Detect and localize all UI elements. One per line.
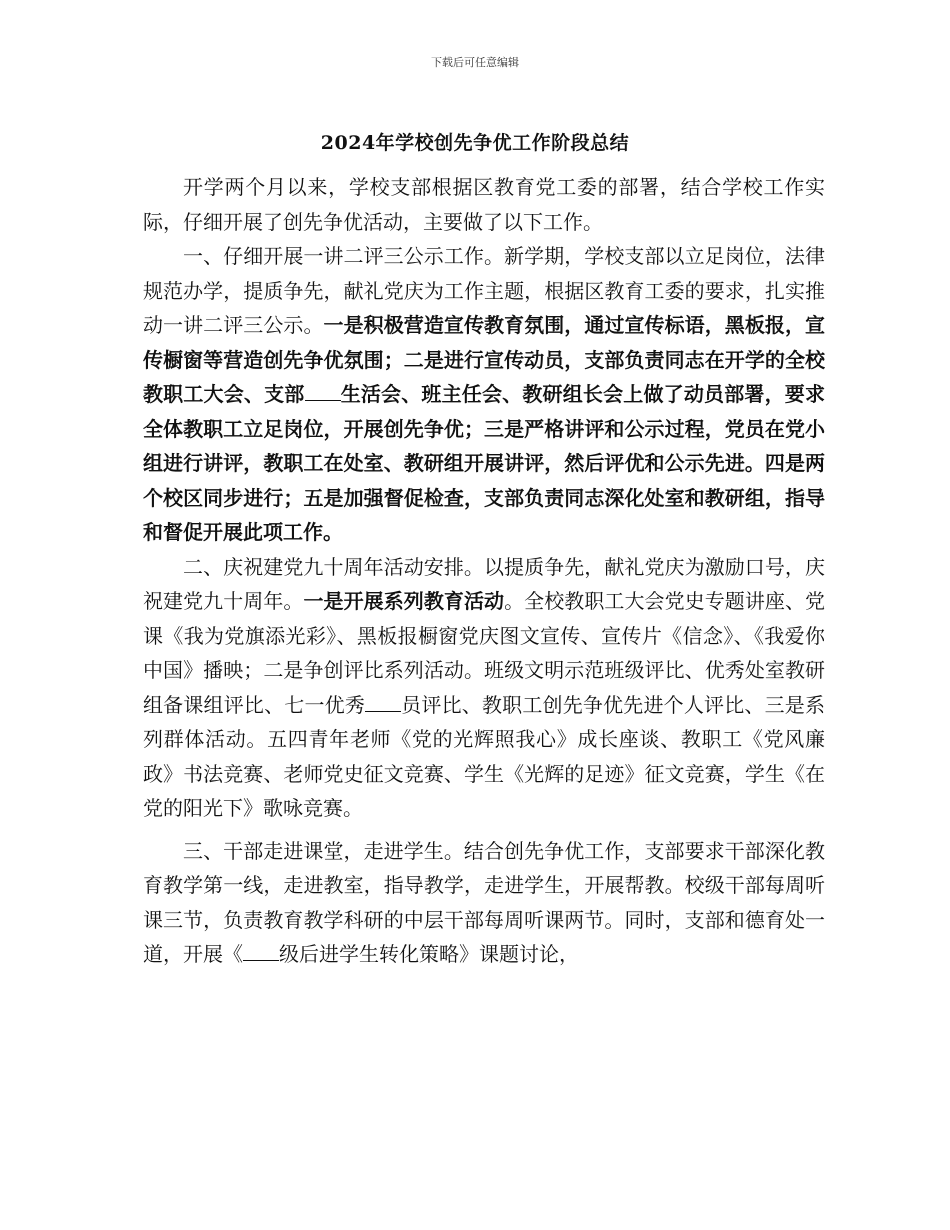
paragraph-text: 员评比、教职工创先争优先进个人评比、三是系列群体活动。五四青年老师《党的光辉照我心》成长座谈、教职工《党风廉政》书法竞赛、老师党史征文竞赛、学生《光辉的足迹》征文竞赛，学生《在党的阳光下》歌咏竞赛。	[143, 692, 825, 820]
fill-in-blank	[365, 693, 401, 712]
document-body	[143, 170, 825, 972]
document-title: 2024年学校创先争优工作阶段总结	[320, 132, 630, 154]
paragraph-text-bold: 一是积极营造宣传教育氛围，通过宣传标语，黑板报，宣传橱窗等营造创先争优氛围；二是进行宣传动员，支部负责同志在开学的全校教职工大会、支部	[143, 313, 826, 406]
paragraph-text-bold: 一是开展系列教育活动	[303, 589, 505, 613]
paragraph-text: 级后进学生转化策略》课题讨论，	[279, 942, 579, 966]
paragraph-text: 一、仔细开展一讲二评三公示工作。新学期，学校支部以立足岗位，法律规范办学，提质争先，献礼党庆为工作主题，根据区教育工委的要求，扎实推动一讲二评三公示。	[143, 244, 825, 337]
fill-in-blank	[305, 382, 341, 401]
fill-in-blank	[243, 942, 279, 961]
paragraph-text: 开学两个月以来，学校支部根据区教育党工委的部署，结合学校工作实际，仔细开展了创先争优活动，主要做了以下工作。	[143, 175, 825, 234]
paragraph-text: 三、干部走进课堂，走进学生。结合创先争优工作，支部要求干部深化教育教学第一线，走进教室，指导教学，走进学生，开展帮教。校级干部每周听课三节，负责教育教学科研的中层干部每周听课两节。同时，支部和德育处一道，开展《	[143, 838, 825, 966]
paragraph-section-1	[143, 239, 825, 550]
paragraph-intro	[143, 170, 825, 239]
paragraph-section-2	[143, 550, 825, 826]
paragraph-text-bold: 生活会、班主任会、教研组长会上做了动员部署，要求全体教职工立足岗位，开展创先争优；三是严格讲评和公示过程，党员在党小组进行讲评，教职工在处室、教研组开展讲评，然后评优和公示先进。四是两个校区同步进行；五是加强督促检查，支部负责同志深化处室和教研组，指导和督促开展此项工作。	[143, 382, 825, 544]
paragraph-text: 。全校教职工大会党史专题讲座、党课《我为党旗添光彩》、黑板报橱窗党庆图文宣传、宣传片《信念》、《我爱你中国》播映；二是争创评比系列活动。班级文明示范班级评比、优秀处室教研组备课组评比、七一优秀	[143, 589, 826, 717]
paragraph-section-3	[143, 834, 825, 972]
paragraph-text: 二、庆祝建党九十周年活动安排。以提质争先，献礼党庆为激励口号，庆祝建党九十周年。	[143, 554, 825, 613]
page-header: 下载后可任意编辑	[431, 56, 519, 69]
